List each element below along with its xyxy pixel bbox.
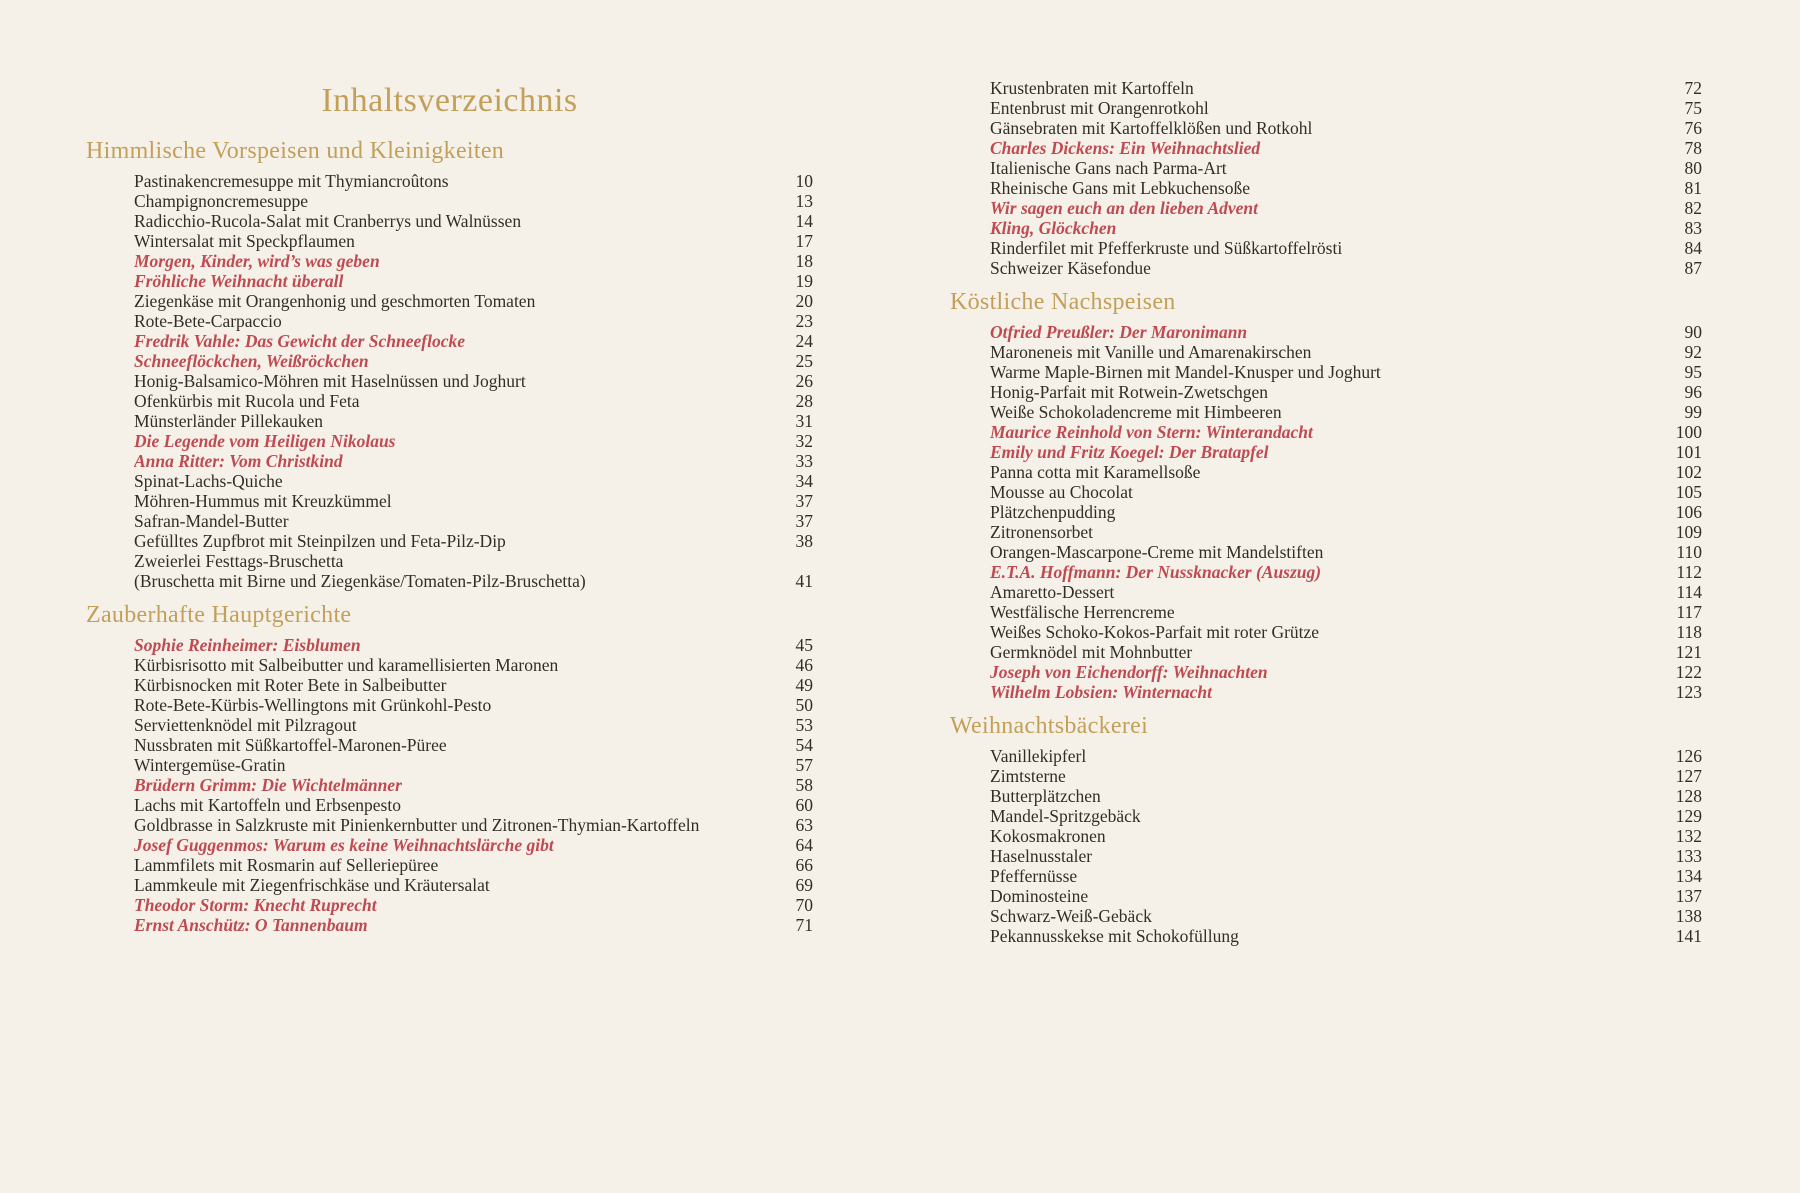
entry-page-number: 90 — [1684, 322, 1702, 342]
entry-page-number: 138 — [1675, 906, 1702, 926]
entry-page-number: 109 — [1675, 522, 1702, 542]
entry-page-number: 123 — [1675, 682, 1702, 702]
entry-page-number: 37 — [795, 491, 813, 511]
entry-page-number: 70 — [795, 895, 813, 915]
entry-title: Ernst Anschütz: O Tannenbaum — [134, 915, 368, 935]
entry-title: Joseph von Eichendorff: Weihnachten — [990, 662, 1268, 682]
entry-title: Fröhliche Weihnacht überall — [134, 271, 344, 291]
entry-title: Orangen-Mascarpone-Creme mit Mandelstiften — [990, 542, 1324, 562]
entry-title: Rheinische Gans mit Lebkuchensoße — [990, 178, 1251, 198]
toc-entry-literary — [950, 218, 1702, 238]
entry-title: Honig-Parfait mit Rotwein-Zwetschgen — [990, 382, 1268, 402]
toc-entry-literary — [86, 775, 813, 795]
entry-title: Emily und Fritz Koegel: Der Bratapfel — [990, 442, 1269, 462]
entry-title: Honig-Balsamico-Möhren mit Haselnüssen und Joghurt — [134, 371, 526, 391]
toc-entry — [86, 735, 813, 755]
toc-entry-literary — [86, 915, 813, 935]
toc-entry — [86, 551, 813, 571]
toc-entry — [86, 571, 813, 591]
section-heading: Zauberhafte Hauptgerichte — [86, 602, 352, 628]
toc-entry — [950, 766, 1702, 786]
entry-page-number: 87 — [1684, 258, 1702, 278]
toc-entry — [950, 342, 1702, 362]
entry-page-number: 66 — [795, 855, 813, 875]
toc-entry-literary — [86, 635, 813, 655]
entry-page-number: 102 — [1675, 462, 1702, 482]
entry-title: Panna cotta mit Karamellsoße — [990, 462, 1201, 482]
section-heading: Köstliche Nachspeisen — [950, 289, 1176, 315]
toc-entry — [950, 886, 1702, 906]
entry-page-number: 24 — [795, 331, 813, 351]
toc-entry — [86, 411, 813, 431]
entry-title: Radicchio-Rucola-Salat mit Cranberrys und Walnüssen — [134, 211, 522, 231]
toc-entry — [950, 158, 1702, 178]
entry-page-number: 34 — [795, 471, 813, 491]
toc-entry — [86, 511, 813, 531]
toc-section — [950, 711, 1702, 946]
entry-title: (Bruschetta mit Birne und Ziegenkäse/Tomaten-Pilz-Bruschetta) — [134, 571, 586, 591]
entry-title: Lammkeule mit Ziegenfrischkäse und Kräutersalat — [134, 875, 490, 895]
toc-entry — [950, 786, 1702, 806]
toc-entry — [950, 402, 1702, 422]
entry-page-number: 80 — [1684, 158, 1702, 178]
entry-title: Die Legende vom Heiligen Nikolaus — [134, 431, 396, 451]
toc-entry — [950, 602, 1702, 622]
toc-entry-literary — [950, 138, 1702, 158]
toc-entry — [86, 675, 813, 695]
entry-page-number: 134 — [1675, 866, 1702, 886]
entry-title: Butterplätzchen — [990, 786, 1101, 806]
entry-page-number: 110 — [1676, 542, 1702, 562]
entry-title: Zitronensorbet — [990, 522, 1094, 542]
toc-section — [950, 78, 1702, 278]
toc-entry — [950, 746, 1702, 766]
toc-entry — [950, 906, 1702, 926]
entry-title: Josef Guggenmos: Warum es keine Weihnachtslärche gibt — [134, 835, 554, 855]
section-heading: Himmlische Vorspeisen und Kleinigkeiten — [86, 138, 505, 164]
entry-title: Weißes Schoko-Kokos-Parfait mit roter Grütze — [990, 622, 1320, 642]
toc-entry — [950, 362, 1702, 382]
entry-title: Amaretto-Dessert — [990, 582, 1115, 602]
entry-title: Münsterländer Pillekauken — [134, 411, 324, 431]
entry-title: Kürbisnocken mit Roter Bete in Salbeibutter — [134, 675, 447, 695]
entry-title: Brüdern Grimm: Die Wichtelmänner — [134, 775, 402, 795]
entry-page-number: 50 — [795, 695, 813, 715]
toc-entry — [86, 371, 813, 391]
entry-title: Anna Ritter: Vom Christkind — [134, 451, 343, 471]
toc-entry — [86, 855, 813, 875]
toc-entry-literary — [86, 431, 813, 451]
entry-page-number: 101 — [1675, 442, 1702, 462]
entry-title: Pastinakencremesuppe mit Thymiancroûtons — [134, 171, 449, 191]
entry-page-number: 45 — [795, 635, 813, 655]
entry-page-number: 72 — [1684, 78, 1702, 98]
toc-entry — [950, 582, 1702, 602]
toc-entry — [950, 522, 1702, 542]
entry-title: Maroneneis mit Vanille und Amarenakirschen — [990, 342, 1312, 362]
entry-title: Kürbisrisotto mit Salbeibutter und karamellisierten Maronen — [134, 655, 559, 675]
entry-title: Ziegenkäse mit Orangenhonig und geschmorten Tomaten — [134, 291, 536, 311]
entry-page-number: 69 — [795, 875, 813, 895]
entry-title: Rinderfilet mit Pfefferkruste und Süßkartoffelrösti — [990, 238, 1343, 258]
toc-entry — [950, 846, 1702, 866]
toc-entry-literary — [86, 451, 813, 471]
entry-title: Zimtsterne — [990, 766, 1066, 786]
entry-page-number: 95 — [1684, 362, 1702, 382]
toc-entry — [950, 502, 1702, 522]
toc-section — [86, 136, 813, 591]
entry-page-number: 10 — [795, 171, 813, 191]
toc-entry — [86, 291, 813, 311]
entry-title: Westfälische Herrencreme — [990, 602, 1175, 622]
entry-title: Möhren-Hummus mit Kreuzkümmel — [134, 491, 392, 511]
entry-page-number: 129 — [1675, 806, 1702, 826]
toc-entry — [86, 875, 813, 895]
entry-page-number: 76 — [1684, 118, 1702, 138]
toc-left-page — [86, 80, 813, 935]
entry-title: Weiße Schokoladencreme mit Himbeeren — [990, 402, 1282, 422]
entry-page-number: 128 — [1675, 786, 1702, 806]
entry-page-number: 100 — [1675, 422, 1702, 442]
entry-page-number: 71 — [795, 915, 813, 935]
entry-title: Wilhelm Lobsien: Winternacht — [990, 682, 1213, 702]
toc-right-sections — [950, 78, 1702, 946]
toc-entry-literary — [950, 442, 1702, 462]
entry-page-number: 127 — [1675, 766, 1702, 786]
toc-entry-literary — [86, 331, 813, 351]
toc-entry — [950, 238, 1702, 258]
entry-page-number: 33 — [795, 451, 813, 471]
toc-entry-literary — [86, 351, 813, 371]
toc-entry — [950, 926, 1702, 946]
entry-page-number: 105 — [1675, 482, 1702, 502]
entry-page-number: 31 — [795, 411, 813, 431]
entry-page-number: 14 — [795, 211, 813, 231]
entry-page-number: 13 — [795, 191, 813, 211]
entry-title: Charles Dickens: Ein Weihnachtslied — [990, 138, 1261, 158]
toc-entry — [86, 471, 813, 491]
toc-entry — [86, 171, 813, 191]
section-heading: Weihnachtsbäckerei — [950, 713, 1149, 739]
toc-section — [86, 600, 813, 935]
entry-page-number: 75 — [1684, 98, 1702, 118]
entry-page-number: 60 — [795, 795, 813, 815]
toc-entry — [86, 391, 813, 411]
entry-title: Gefülltes Zupfbrot mit Steinpilzen und Feta-Pilz-Dip — [134, 531, 506, 551]
entry-page-number: 49 — [795, 675, 813, 695]
entry-title: Theodor Storm: Knecht Ruprecht — [134, 895, 377, 915]
entry-page-number: 18 — [795, 251, 813, 271]
toc-section — [950, 287, 1702, 702]
entry-page-number: 82 — [1684, 198, 1702, 218]
entry-title: Kokosmakronen — [990, 826, 1106, 846]
entry-title: Mousse au Chocolat — [990, 482, 1133, 502]
toc-entry — [950, 642, 1702, 662]
entry-page-number: 32 — [795, 431, 813, 451]
entry-page-number: 19 — [795, 271, 813, 291]
toc-entry-literary — [950, 662, 1702, 682]
entry-page-number: 133 — [1675, 846, 1702, 866]
toc-entry — [950, 866, 1702, 886]
entry-title: Spinat-Lachs-Quiche — [134, 471, 283, 491]
toc-entry — [950, 118, 1702, 138]
entry-title: Maurice Reinhold von Stern: Winterandacht — [990, 422, 1313, 442]
entry-page-number: 132 — [1675, 826, 1702, 846]
toc-entry — [86, 815, 813, 835]
entry-title: Pfeffernüsse — [990, 866, 1078, 886]
entry-title: Warme Maple-Birnen mit Mandel-Knusper und Joghurt — [990, 362, 1381, 382]
entry-page-number: 117 — [1676, 602, 1702, 622]
entry-title: Wintersalat mit Speckpflaumen — [134, 231, 355, 251]
entry-page-number: 20 — [795, 291, 813, 311]
toc-entry-literary — [86, 271, 813, 291]
toc-entry — [950, 178, 1702, 198]
entry-title: Morgen, Kinder, wird’s was geben — [134, 251, 380, 271]
entry-title: Schweizer Käsefondue — [990, 258, 1151, 278]
toc-entry-literary — [950, 682, 1702, 702]
entry-page-number: 126 — [1675, 746, 1702, 766]
entry-title: Wintergemüse-Gratin — [134, 755, 286, 775]
toc-entry — [86, 715, 813, 735]
toc-entry — [950, 826, 1702, 846]
entry-title: Dominosteine — [990, 886, 1089, 906]
entry-page-number: 17 — [795, 231, 813, 251]
entry-title: Haselnusstaler — [990, 846, 1093, 866]
entry-title: Pekannusskekse mit Schokofüllung — [990, 926, 1239, 946]
entry-page-number: 84 — [1684, 238, 1702, 258]
toc-entry — [950, 78, 1702, 98]
entry-title: Lachs mit Kartoffeln und Erbsenpesto — [134, 795, 401, 815]
entry-page-number: 81 — [1684, 178, 1702, 198]
entry-page-number: 118 — [1676, 622, 1702, 642]
entry-page-number: 83 — [1684, 218, 1702, 238]
toc-entry — [86, 755, 813, 775]
entry-page-number: 137 — [1675, 886, 1702, 906]
entry-page-number: 63 — [795, 815, 813, 835]
toc-entry — [950, 258, 1702, 278]
entry-page-number: 28 — [795, 391, 813, 411]
entry-title: Gänsebraten mit Kartoffelklößen und Rotkohl — [990, 118, 1313, 138]
toc-entry — [950, 806, 1702, 826]
toc-entry — [86, 211, 813, 231]
entry-title: Ofenkürbis mit Rucola und Feta — [134, 391, 360, 411]
toc-entry-literary — [950, 322, 1702, 342]
entry-page-number: 23 — [795, 311, 813, 331]
entry-title: Italienische Gans nach Parma-Art — [990, 158, 1227, 178]
entry-title: Plätzchenpudding — [990, 502, 1116, 522]
entry-title: Goldbrasse in Salzkruste mit Pinienkernbutter und Zitronen-Thymian-Kartoffeln — [134, 815, 700, 835]
toc-entry — [950, 542, 1702, 562]
entry-title: Lammfilets mit Rosmarin auf Selleriepüree — [134, 855, 439, 875]
entry-page-number: 114 — [1676, 582, 1702, 602]
entry-page-number: 92 — [1684, 342, 1702, 362]
entry-page-number: 112 — [1676, 562, 1702, 582]
entry-title: E.T.A. Hoffmann: Der Nussknacker (Auszug) — [990, 562, 1322, 582]
entry-title: Champignoncremesuppe — [134, 191, 308, 211]
entry-page-number: 99 — [1684, 402, 1702, 422]
page-title: Inhaltsverzeichnis — [321, 82, 578, 119]
toc-entry — [950, 382, 1702, 402]
entry-page-number: 53 — [795, 715, 813, 735]
entry-page-number: 141 — [1675, 926, 1702, 946]
entry-title: Entenbrust mit Orangenrotkohl — [990, 98, 1209, 118]
entry-page-number: 25 — [795, 351, 813, 371]
entry-page-number: 58 — [795, 775, 813, 795]
entry-page-number: 41 — [795, 571, 813, 591]
toc-entry-literary — [950, 422, 1702, 442]
entry-page-number: 38 — [795, 531, 813, 551]
entry-page-number: 121 — [1675, 642, 1702, 662]
entry-page-number: 46 — [795, 655, 813, 675]
toc-entry — [86, 795, 813, 815]
entry-title: Germknödel mit Mohnbutter — [990, 642, 1193, 662]
toc-entry-literary — [86, 895, 813, 915]
entry-page-number: 57 — [795, 755, 813, 775]
entry-page-number: 106 — [1675, 502, 1702, 522]
entry-title: Mandel-Spritzgebäck — [990, 806, 1141, 826]
entry-title: Krustenbraten mit Kartoffeln — [990, 78, 1194, 98]
entry-title: Serviettenknödel mit Pilzragout — [134, 715, 357, 735]
toc-entry — [86, 655, 813, 675]
toc-left-sections — [86, 136, 813, 935]
entry-page-number: 96 — [1684, 382, 1702, 402]
entry-title: Kling, Glöckchen — [990, 218, 1117, 238]
toc-entry — [950, 482, 1702, 502]
entry-title: Fredrik Vahle: Das Gewicht der Schneeflocke — [134, 331, 466, 351]
entry-page-number: 37 — [795, 511, 813, 531]
entry-title: Vanillekipferl — [990, 746, 1087, 766]
toc-entry-literary — [950, 198, 1702, 218]
toc-entry — [86, 491, 813, 511]
toc-entry — [950, 622, 1702, 642]
toc-entry — [86, 191, 813, 211]
toc-entry — [86, 311, 813, 331]
toc-entry — [86, 695, 813, 715]
toc-entry — [86, 531, 813, 551]
entry-title: Safran-Mandel-Butter — [134, 511, 289, 531]
entry-page-number: 122 — [1675, 662, 1702, 682]
entry-title: Nussbraten mit Süßkartoffel-Maronen-Püree — [134, 735, 447, 755]
toc-entry — [950, 462, 1702, 482]
entry-title: Schwarz-Weiß-Gebäck — [990, 906, 1152, 926]
entry-page-number: 26 — [795, 371, 813, 391]
entry-page-number: 78 — [1684, 138, 1702, 158]
entry-title: Rote-Bete-Kürbis-Wellingtons mit Grünkohl-Pesto — [134, 695, 492, 715]
entry-title: Wir sagen euch an den lieben Advent — [990, 198, 1259, 218]
entry-page-number: 54 — [795, 735, 813, 755]
entry-title: Zweierlei Festtags-Bruschetta — [134, 551, 344, 571]
entry-title: Otfried Preußler: Der Maronimann — [990, 322, 1248, 342]
entry-title: Rote-Bete-Carpaccio — [134, 311, 282, 331]
entry-title: Schneeflöckchen, Weißröckchen — [134, 351, 369, 371]
toc-right-page — [950, 78, 1702, 946]
entry-page-number: 64 — [795, 835, 813, 855]
toc-entry — [86, 231, 813, 251]
toc-entry-literary — [86, 835, 813, 855]
toc-entry — [950, 98, 1702, 118]
toc-entry-literary — [86, 251, 813, 271]
entry-title: Sophie Reinheimer: Eisblumen — [134, 635, 361, 655]
toc-entry-literary — [950, 562, 1702, 582]
